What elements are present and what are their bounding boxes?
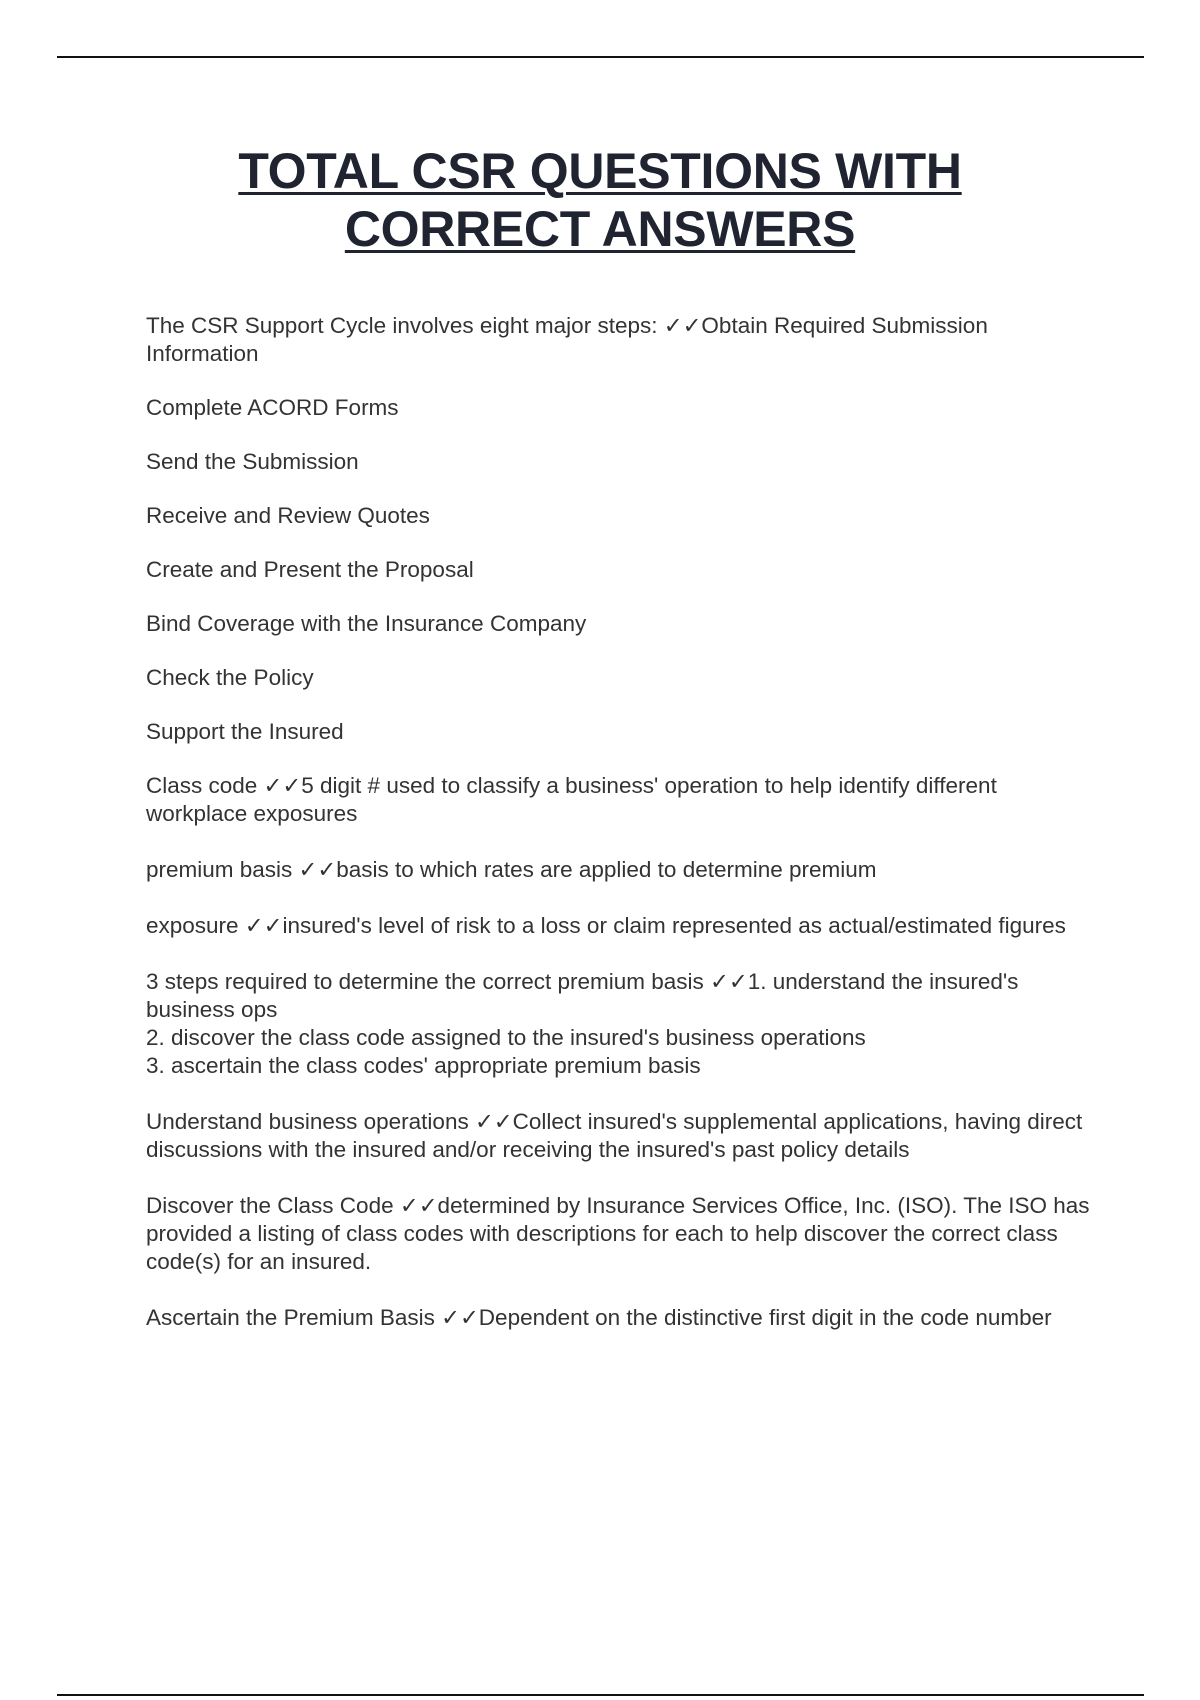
paragraph-ascertain-premium-basis: Ascertain the Premium Basis ✓✓Dependent on the distinctive first digit in the code number	[146, 1305, 1052, 1330]
paragraph-step-proposal: Create and Present the Proposal	[146, 557, 474, 582]
page-title	[100, 142, 1100, 258]
paragraph-step-bind: Bind Coverage with the Insurance Company	[146, 611, 587, 636]
three-steps-line-3: 3. ascertain the class codes' appropriate premium basis	[146, 1053, 701, 1078]
paragraph-step-send: Send the Submission	[146, 449, 359, 474]
top-rule	[57, 56, 1144, 58]
paragraph-step-support: Support the Insured	[146, 719, 344, 744]
paragraph-discover-class-code: Discover the Class Code ✓✓determined by Insurance Services Office, Inc. (ISO). The ISO has provided a listing of class codes with descriptions for each to help discover the correct class code(s) for an insured.	[146, 1193, 1090, 1274]
title-line-1: TOTAL CSR QUESTIONS WITH	[238, 143, 962, 199]
paragraph-support-cycle: The CSR Support Cycle involves eight major steps: ✓✓Obtain Required Submission Information	[146, 313, 988, 366]
paragraph-three-steps	[146, 968, 1096, 1080]
paragraph-class-code: Class code ✓✓5 digit # used to classify a business' operation to help identify different workplace exposures	[146, 773, 997, 826]
paragraph-step-check: Check the Policy	[146, 665, 314, 690]
three-steps-line-1: 3 steps required to determine the correct premium basis ✓✓1. understand the insured's business ops	[146, 969, 1019, 1022]
paragraph-step-quotes: Receive and Review Quotes	[146, 503, 430, 528]
bottom-rule	[57, 1694, 1144, 1696]
paragraph-premium-basis: premium basis ✓✓basis to which rates are applied to determine premium	[146, 857, 877, 882]
paragraph-exposure: exposure ✓✓insured's level of risk to a loss or claim represented as actual/estimated figures	[146, 913, 1066, 938]
paragraph-understand-operations: Understand business operations ✓✓Collect insured's supplemental applications, having direct discussions with the insured and/or receiving the insured's past policy details	[146, 1109, 1083, 1162]
document-body	[146, 312, 1096, 1360]
paragraph-step-acord: Complete ACORD Forms	[146, 395, 399, 420]
three-steps-line-2: 2. discover the class code assigned to the insured's business operations	[146, 1025, 866, 1050]
title-line-2: CORRECT ANSWERS	[344, 201, 856, 257]
